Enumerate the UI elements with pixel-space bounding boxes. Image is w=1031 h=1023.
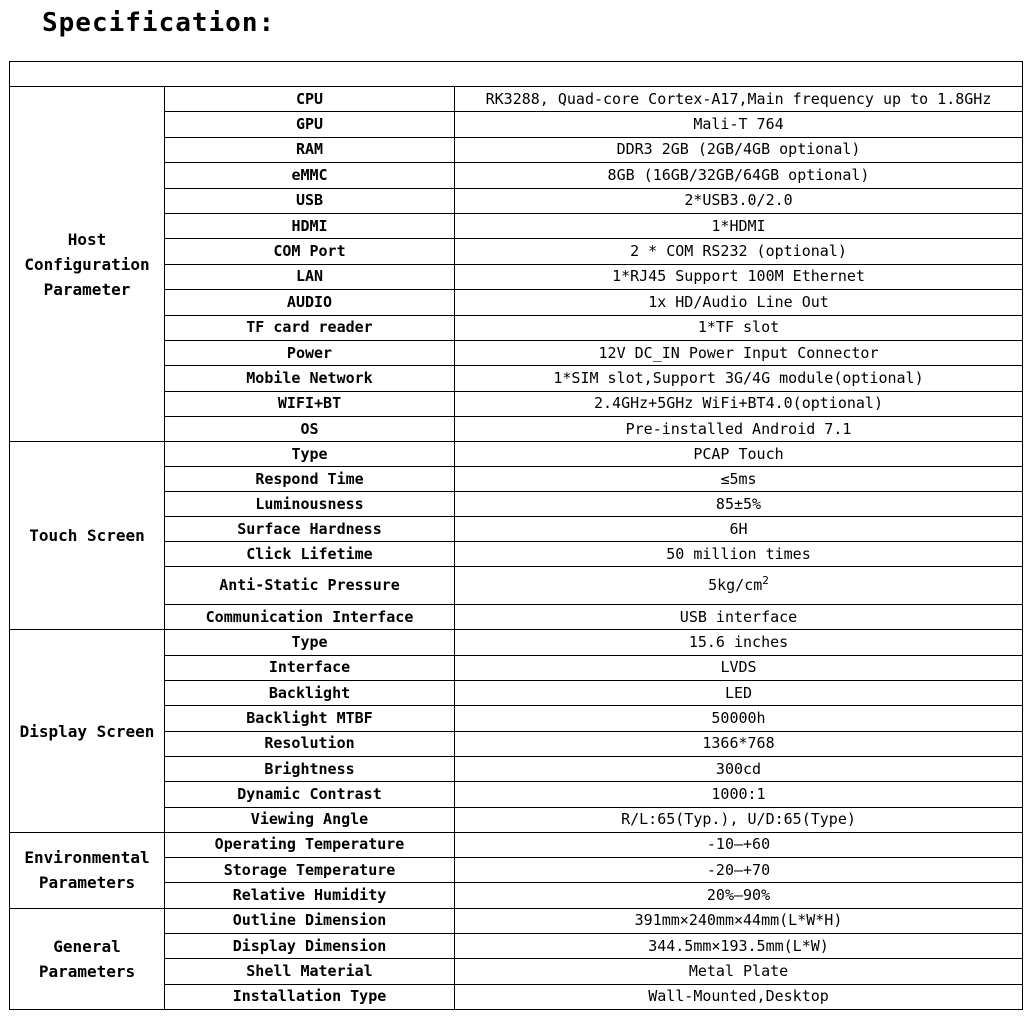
param-cell: COM Port — [165, 239, 455, 264]
value-cell: -10—+60 — [455, 832, 1023, 857]
param-cell: Shell Material — [165, 959, 455, 984]
param-cell: USB — [165, 188, 455, 213]
param-cell: Brightness — [165, 756, 455, 781]
table-row — [10, 630, 1023, 655]
param-cell: Surface Hardness — [165, 517, 455, 542]
value-cell: 15.6 inches — [455, 630, 1023, 655]
value-cell: R/L:65(Typ.), U/D:65(Type) — [455, 807, 1023, 832]
table-row — [10, 87, 1023, 112]
value-cell: 8GB (16GB/32GB/64GB optional) — [455, 163, 1023, 188]
value-text: 5kg/cm — [708, 576, 763, 595]
specification-table — [9, 61, 1023, 1010]
param-cell: Anti-Static Pressure — [165, 567, 455, 605]
value-cell: 1*HDMI — [455, 213, 1023, 238]
value-cell: 50 million times — [455, 542, 1023, 567]
param-cell: GPU — [165, 112, 455, 137]
value-cell: 300cd — [455, 756, 1023, 781]
table-row — [10, 442, 1023, 467]
table-row — [10, 908, 1023, 933]
value-cell: 2.4GHz+5GHz WiFi+BT4.0(optional) — [455, 391, 1023, 416]
value-cell: 1*SIM slot,Support 3G/4G module(optional) — [455, 366, 1023, 391]
param-cell: AUDIO — [165, 290, 455, 315]
param-cell: Mobile Network — [165, 366, 455, 391]
value-cell: 6H — [455, 517, 1023, 542]
empty-header-cell — [10, 62, 1023, 87]
value-cell: Metal Plate — [455, 959, 1023, 984]
value-cell: LED — [455, 681, 1023, 706]
value-cell: USB interface — [455, 605, 1023, 630]
param-cell: RAM — [165, 137, 455, 162]
value-cell: -20—+70 — [455, 858, 1023, 883]
param-cell: Storage Temperature — [165, 858, 455, 883]
param-cell: Luminousness — [165, 492, 455, 517]
param-cell: Display Dimension — [165, 934, 455, 959]
param-cell: Resolution — [165, 731, 455, 756]
param-cell: Interface — [165, 655, 455, 680]
value-cell: DDR3 2GB (2GB/4GB optional) — [455, 137, 1023, 162]
param-cell: Backlight — [165, 681, 455, 706]
table-header-row — [10, 62, 1023, 87]
value-cell: 1000:1 — [455, 782, 1023, 807]
param-cell: Dynamic Contrast — [165, 782, 455, 807]
param-cell: CPU — [165, 87, 455, 112]
value-cell: PCAP Touch — [455, 442, 1023, 467]
value-cell: 2 * COM RS232 (optional) — [455, 239, 1023, 264]
value-cell: 1366*768 — [455, 731, 1023, 756]
param-cell: Viewing Angle — [165, 807, 455, 832]
category-cell: Display Screen — [10, 630, 165, 832]
category-cell: Touch Screen — [10, 442, 165, 630]
param-cell: LAN — [165, 264, 455, 289]
value-cell: 1*TF slot — [455, 315, 1023, 340]
value-cell — [455, 567, 1023, 605]
param-cell: Type — [165, 442, 455, 467]
value-cell: Pre-installed Android 7.1 — [455, 417, 1023, 442]
value-cell: 1*RJ45 Support 100M Ethernet — [455, 264, 1023, 289]
param-cell: Click Lifetime — [165, 542, 455, 567]
param-cell: Respond Time — [165, 467, 455, 492]
param-cell: Power — [165, 340, 455, 365]
value-cell: 20%—90% — [455, 883, 1023, 908]
value-cell: 85±5% — [455, 492, 1023, 517]
value-cell: LVDS — [455, 655, 1023, 680]
param-cell: Backlight MTBF — [165, 706, 455, 731]
category-cell: Host Configuration Parameter — [10, 87, 165, 442]
category-cell: General Parameters — [10, 908, 165, 1009]
param-cell: Relative Humidity — [165, 883, 455, 908]
category-cell: Environmental Parameters — [10, 832, 165, 908]
param-cell: Outline Dimension — [165, 908, 455, 933]
value-cell: ≤5ms — [455, 467, 1023, 492]
param-cell: Type — [165, 630, 455, 655]
value-cell: 1x HD/Audio Line Out — [455, 290, 1023, 315]
value-cell: RK3288, Quad-core Cortex-A17,Main frequency up to 1.8GHz — [455, 87, 1023, 112]
param-cell: Communication Interface — [165, 605, 455, 630]
param-cell: Operating Temperature — [165, 832, 455, 857]
table-row — [10, 832, 1023, 857]
param-cell: Installation Type — [165, 984, 455, 1009]
param-cell: OS — [165, 417, 455, 442]
superscript: 2 — [762, 574, 769, 588]
value-cell: 12V DC_IN Power Input Connector — [455, 340, 1023, 365]
value-cell: Wall-Mounted,Desktop — [455, 984, 1023, 1009]
param-cell: WIFI+BT — [165, 391, 455, 416]
page-title: Specification: — [42, 8, 276, 38]
param-cell: eMMC — [165, 163, 455, 188]
value-cell: 2*USB3.0/2.0 — [455, 188, 1023, 213]
value-cell: 391mm×240mm×44mm(L*W*H) — [455, 908, 1023, 933]
value-cell: Mali-T 764 — [455, 112, 1023, 137]
value-cell: 50000h — [455, 706, 1023, 731]
param-cell: HDMI — [165, 213, 455, 238]
value-cell: 344.5mm×193.5mm(L*W) — [455, 934, 1023, 959]
param-cell: TF card reader — [165, 315, 455, 340]
